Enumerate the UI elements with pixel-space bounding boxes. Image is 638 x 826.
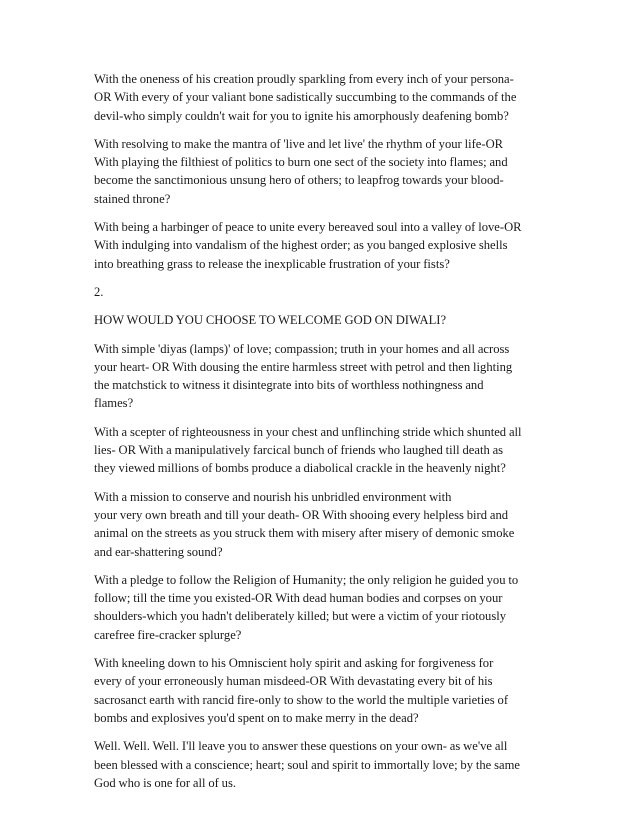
paragraph-8: With kneeling down to his Omniscient holy spirit and asking for forgiveness for every of your erroneously human misdeed-OR With devastating every bit of his sacrosanct earth with rancid fire-only to show to the world the multiple varieties of bombs and explosives you'd spent on to make merry in the dead? (94, 656, 509, 725)
section-number: 2. (94, 284, 104, 299)
closing-paragraph: Well. Well. Well. I'll leave you to answer these questions on your own- as we've all been blessed with a conscience; heart; soul and spirit to immortally love; by the same God who is one for all of us. (94, 739, 520, 790)
paragraph-1: With the oneness of his creation proudly sparkling from every inch of your persona- OR With every of your valiant bone sadistically succumbing to the commands of the devil-who simply couldn't wait for you to ignite his amorphously deafening bomb? (94, 72, 517, 123)
paragraph-4: With simple 'diyas (lamps)' of love; compassion; truth in your homes and all across your heart- OR With dousing the entire harmless street with petrol and then lighting the matchstick to witness it disintegrate into bits of worthless nothingness and flames? (94, 341, 513, 411)
paragraph-7: With a pledge to follow the Religion of Humanity; the only religion he guided you to follow; till the time you existed-OR With dead human bodies and corpses on your shoulders-which you hadn't deliberately killed; but were a victim of your riotously carefree fire-cracker splurge? (94, 572, 519, 642)
paragraph-2: With resolving to make the mantra of 'live and let live' the rhythm of your life-OR With playing the filthiest of politics to burn one sect of the society into flames; and become the sanctimonious unsung hero of others; to leapfrog towards your blood- stained throne? (94, 136, 508, 206)
section-heading: HOW WOULD YOU CHOOSE TO WELCOME GOD ON DIWALI? (94, 313, 447, 328)
document-body (94, 70, 550, 802)
paragraph-3: With being a harbinger of peace to unite every bereaved soul into a valley of love-OR With indulging into vandalism of the highest order; as you banged explosive shells into breathing grass to release the inexplicable frustration of your fists? (94, 220, 522, 271)
paragraph-5: With a scepter of righteousness in your chest and unflinching stride which shunted all lies- OR With a manipulatively farcical bunch of friends who laughed till death as they viewed millions of bombs produce a diabolical crackle in the heavenly night? (94, 424, 522, 476)
paragraph-6: With a mission to conserve and nourish his unbridled environment with your very own breath and till your death- OR With shooing every helpless bird and animal on the streets as you struck them with misery after misery of demonic smoke and ear-shattering sound? (94, 489, 515, 559)
